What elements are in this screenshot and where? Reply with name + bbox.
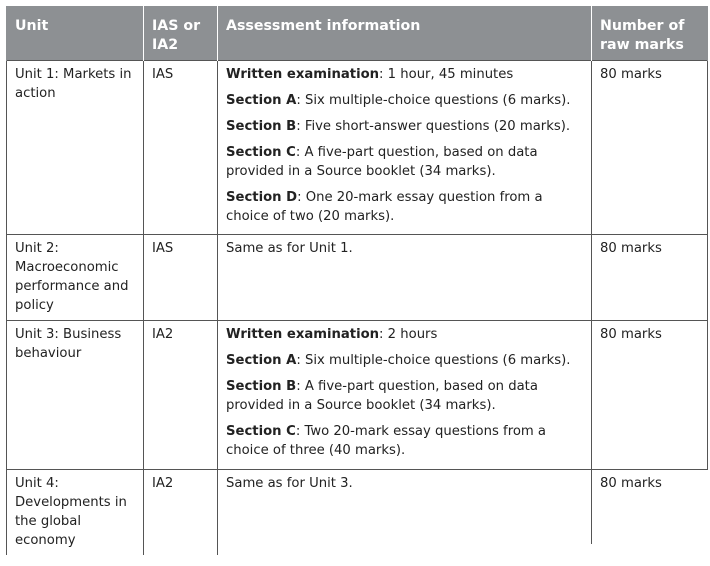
info-label: Section C xyxy=(226,424,296,439)
info-cell xyxy=(218,235,592,321)
table-row xyxy=(7,321,708,470)
level-cell: IA2 xyxy=(144,470,218,556)
info-cell xyxy=(218,321,592,470)
info-label: Written examination xyxy=(226,67,380,82)
info-label: Written examination xyxy=(226,327,380,342)
table-row xyxy=(7,61,708,235)
watermark-blank xyxy=(586,544,710,566)
info-line xyxy=(226,351,583,370)
unit-cell: Unit 1: Markets in action xyxy=(7,61,144,235)
marks-cell: 80 marks xyxy=(592,235,708,321)
info-label: Section D xyxy=(226,190,298,205)
info-label: Section A xyxy=(226,353,297,368)
info-line xyxy=(226,474,583,493)
assessment-table xyxy=(6,6,708,555)
marks-cell: 80 marks xyxy=(592,321,708,470)
info-line xyxy=(226,117,583,136)
unit-cell: Unit 2: Macroeconomic performance and policy xyxy=(7,235,144,321)
level-cell: IAS xyxy=(144,61,218,235)
info-text: Same as for Unit 1. xyxy=(226,241,353,256)
info-line xyxy=(226,325,583,344)
info-text: : Five short-answer questions (20 marks). xyxy=(296,119,571,134)
info-label: Section C xyxy=(226,145,296,160)
info-cell xyxy=(218,470,592,556)
header-assessment-info: Assessment information xyxy=(218,6,592,61)
info-text: : Six multiple-choice questions (6 marks). xyxy=(296,93,571,108)
info-cell xyxy=(218,61,592,235)
info-text: : 2 hours xyxy=(379,327,438,342)
info-label: Section B xyxy=(226,119,297,134)
info-line xyxy=(226,239,583,258)
table-row xyxy=(7,470,708,556)
marks-cell: 80 marks xyxy=(592,61,708,235)
info-label: Section A xyxy=(226,93,297,108)
info-line xyxy=(226,91,583,110)
info-text: : One 20-mark essay question from a choice of two (20 marks). xyxy=(226,190,543,224)
level-cell: IA2 xyxy=(144,321,218,470)
table-row xyxy=(7,235,708,321)
header-raw-marks: Number of raw marks xyxy=(592,6,708,61)
info-text: : Two 20-mark essay questions from a choice of three (40 marks). xyxy=(226,424,547,458)
info-text: : 1 hour, 45 minutes xyxy=(379,67,514,82)
info-text: Same as for Unit 3. xyxy=(226,476,353,491)
info-line xyxy=(226,143,583,181)
unit-cell: Unit 3: Business behaviour xyxy=(7,321,144,470)
info-text: : A five-part question, based on data provided in a Source booklet (34 marks). xyxy=(226,145,538,179)
header-row xyxy=(7,6,708,61)
level-cell: IAS xyxy=(144,235,218,321)
info-line xyxy=(226,65,583,84)
info-text: : Six multiple-choice questions (6 marks). xyxy=(296,353,571,368)
info-line xyxy=(226,422,583,460)
info-text: : A five-part question, based on data provided in a Source booklet (34 marks). xyxy=(226,379,538,413)
unit-cell: Unit 4: Developments in the global economy xyxy=(7,470,144,556)
info-line xyxy=(226,377,583,415)
header-level: IAS or IA2 xyxy=(144,6,218,61)
header-unit: Unit xyxy=(7,6,144,61)
marks-cell: 80 marks xyxy=(592,470,708,556)
info-line xyxy=(226,188,583,226)
info-label: Section B xyxy=(226,379,297,394)
